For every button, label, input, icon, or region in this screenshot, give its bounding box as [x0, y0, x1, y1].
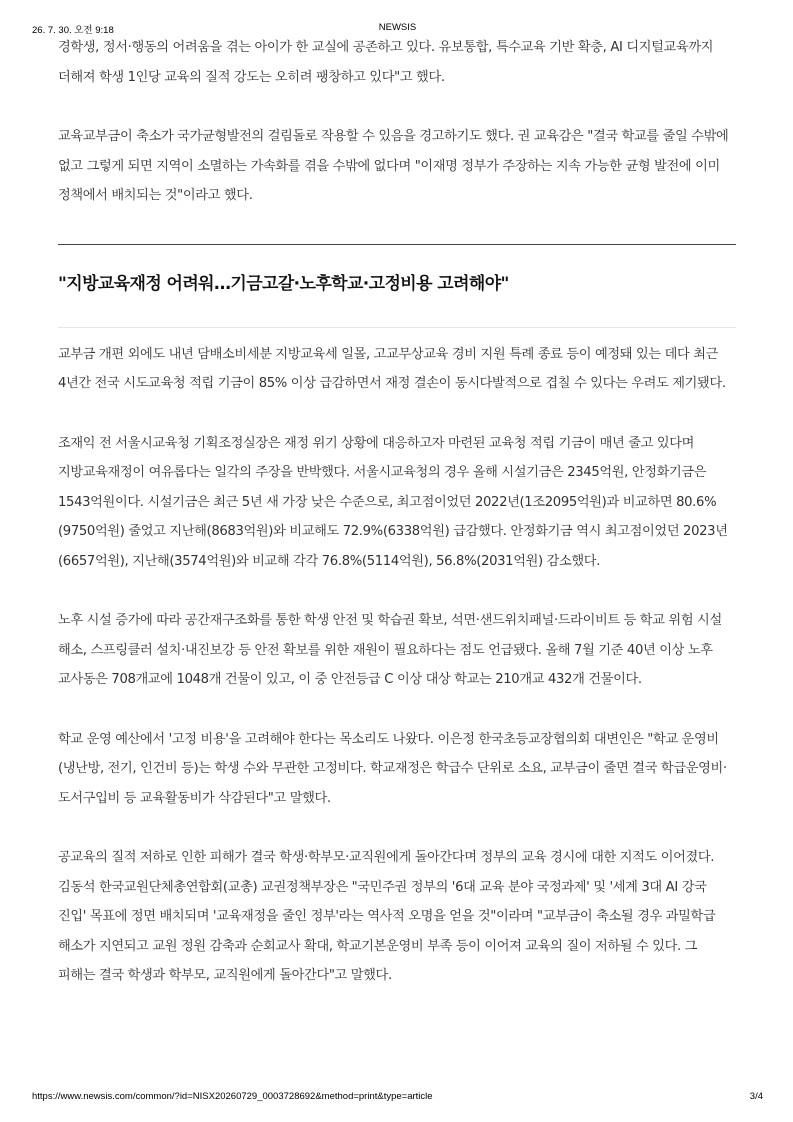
section-divider — [58, 244, 736, 245]
article-paragraph: 노후 시설 증가에 따라 공간재구조화를 통한 학생 안전 및 학습권 확보, 석면·샌드위치패널·드라이비트 등 학교 위험 시설 해소, 스프링클러 설치·내진보강 등 안전 확보를 위한 재원이 필요하다는 점도 언급됐다. 올해 7월 기준 40년 이상 노후 교사동은 708개교에 1048개 건물이 있고, 이 중 안전등급 C 이상 대상 학교는 210개교 432개 건물이다. — [58, 613, 722, 687]
print-datetime: 26. 7. 30. 오전 9:18 — [32, 25, 114, 36]
article-body — [58, 33, 736, 991]
article-paragraph: 학교 운영 예산에서 '고정 비용'을 고려해야 한다는 목소리도 나왔다. 이은정 한국초등교장협의회 대변인은 "학교 운영비(냉난방, 전기, 인건비 등)는 학생 수와 무관한 고정비다. 학교재정은 학급수 단위로 소요, 교부금이 줄면 결국 학급운영비·도서구입비 등 교육활동비가 삭감된다"고 말했다. — [58, 731, 727, 806]
article-paragraph: 조재익 전 서울시교육청 기획조정실장은 재정 위기 상황에 대응하고자 마련된 교육청 적립 기금이 매년 줄고 있다며 지방교육재정이 여유롭다는 일각의 주장을 반박했다. 서울시교육청의 경우 올해 시설기금은 2345억원, 안정화기금은 1543억원이다. 시설기금은 최근 5년 새 가장 낮은 수준으로, 최고점이었던 2022년(1조2095억원)과 비교하면 80.6%(9750억원) 줄었고 지난해(8683억원)와 비교해도 72.9%(6338억원) 급감했다. 안정화기금 역시 최고점이었던 2023년(6657억원), 지난해(3574억원)와 비교해 각각 76.8%(5114억원), 56.8%(2031억원) 감소했다. — [58, 435, 728, 569]
site-name: NEWSIS — [378, 22, 417, 33]
article-paragraph: 경학생, 정서·행동의 어려움을 겪는 아이가 한 교실에 공존하고 있다. 유보통합, 특수교육 기반 확충, AI 디지털교육까지 더해져 학생 1인당 교육의 질적 강도는 오히려 팽창하고 있다"고 했다. — [58, 40, 714, 85]
article-paragraph: 교육교부금이 축소가 국가균형발전의 걸림돌로 작용할 수 있음을 경고하기도 했다. 권 교육감은 "결국 학교를 줄일 수밖에 없고 그렇게 되면 지역이 소멸하는 가속화를 겪을 수밖에 없다며 "이재명 정부가 주장하는 지속 가능한 균형 발전에 이미 정책에서 배치되는 것"이라고 했다. — [58, 129, 729, 203]
article-paragraph: 교부금 개편 외에도 내년 담배소비세분 지방교육세 일몰, 고교무상교육 경비 지원 특례 종료 등이 예정돼 있는 데다 최근 4년간 전국 시도교육청 적립 기금이 85% 이상 급감하면서 재정 결손이 동시다발적으로 겹칠 수 있다는 우려도 제기됐다. — [58, 346, 726, 391]
section-heading: "지방교육재정 어려워…기금고갈·노후학교·고정비용 고려해야" — [58, 273, 509, 294]
article-paragraph: 공교육의 질적 저하로 인한 피해가 결국 학생·학부모·교직원에게 돌아간다며 정부의 교육 경시에 대한 지적도 이어졌다. 김동석 한국교원단체총연합회(교총) 교권정책부장은 "국민주권 정부의 '6대 교육 분야 국정과제' 및 '세계 3대 AI 강국 진입' 목표에 정면 배치되며 '교육재정을 줄인 정부'라는 역사적 오명을 얻을 것"이라며 "교부금이 축소될 경우 과밀학급 해소가 지연되고 교원 정원 감축과 순회교사 확대, 학교기본운영비 부족 등이 이어져 교육의 질이 저하될 수 있다. 그 피해는 결국 학생과 학부모, 교직원에게 돌아간다"고 말했다. — [58, 850, 716, 983]
print-footer — [32, 1091, 763, 1105]
page-url: https://www.newsis.com/common/?id=NISX20260729_0003728692&method=print&type=article — [32, 1091, 433, 1102]
page-number: 3/4 — [749, 1091, 763, 1102]
